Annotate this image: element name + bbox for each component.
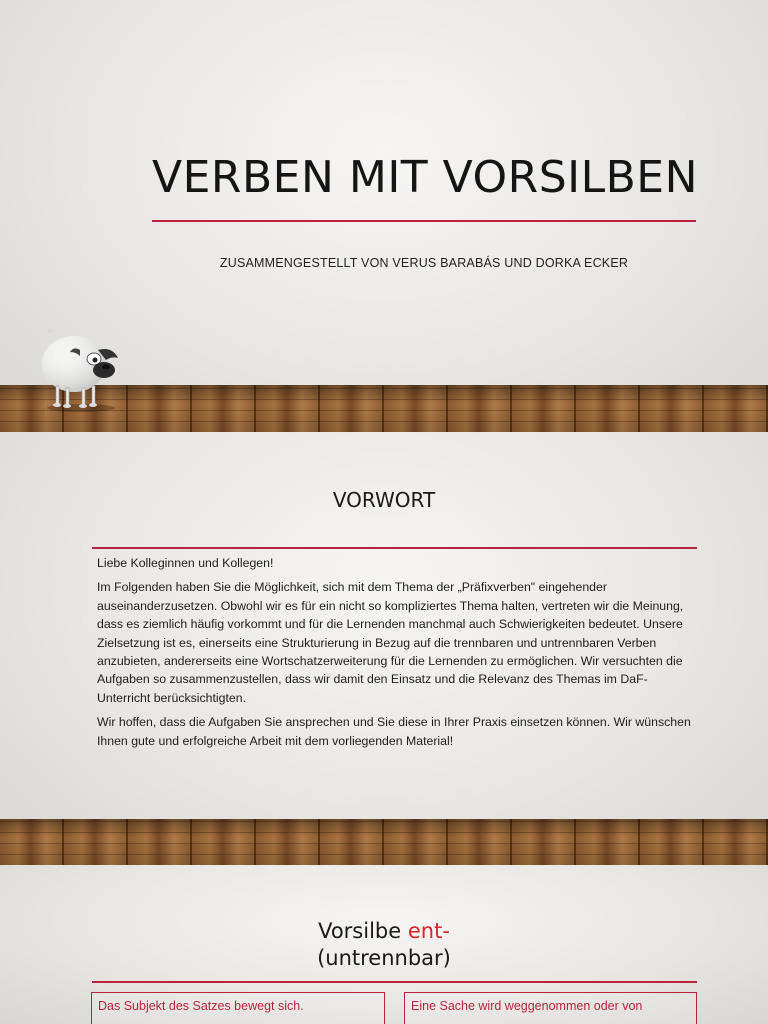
foreword-heading: VORWORT (332, 488, 436, 512)
wooden-floor (0, 819, 768, 865)
foreword-paragraph: Im Folgenden haben Sie die Möglichkeit, sich mit dem Thema der „Präfixverben" eingehender auseinanderzusetzen. Obwohl wir es für ein nicht so kompliziertes Thema halten, vertreten wir die Meinung, dass es ziemlich häufig vorkommt und für die Lernenden manchmal auch Schwierigkeiten bedeutet. Unsere Zielsetzung ist es, einerseits eine Strukturierung in Bezug auf die trennbaren und untrennbaren Verben anzubieten, andererseits eine Wortschatzerweiterung für die Lernenden zu ermöglichen. Wir versuchten die Aufgaben so zusammenzustellen, dass wir damit den Einsatz und die Relevanz des Themas im DaF-Unterricht berücksichtigten. (97, 580, 684, 705)
prefix-heading-note: (untrennbar) (317, 946, 451, 970)
foreword-divider (92, 547, 697, 549)
foreword-slide (0, 432, 768, 865)
prefix-ent-slide (0, 865, 768, 1024)
slide-subtitle: ZUSAMMENGESTELLT VON VERUS BARABÁS UND DORKA ECKER (219, 256, 629, 270)
title-slide (0, 0, 768, 432)
slide-title: VERBEN MIT VORSILBEN (152, 152, 699, 203)
prefix-heading (0, 918, 768, 972)
title-divider (152, 220, 696, 222)
foreword-greeting: Liebe Kolleginnen und Kollegen! (97, 556, 274, 570)
foreword-body (97, 554, 697, 756)
prefix-heading-label: Vorsilbe (318, 919, 408, 943)
prefix-divider (92, 981, 697, 983)
prefix-heading-accent: ent- (407, 919, 450, 943)
pug-mascot-icon (36, 326, 126, 414)
meaning-box-left: Das Subjekt des Satzes bewegt sich. (91, 992, 385, 1024)
foreword-closing: Wir hoffen, dass die Aufgaben Sie ansprechen und Sie diese in Ihrer Praxis einsetzen können. Wir wünschen Ihnen gute und erfolgreiche Arbeit mit dem vorliegenden Material! (97, 715, 691, 748)
meaning-box-right: Eine Sache wird weggenommen oder von (404, 992, 697, 1024)
